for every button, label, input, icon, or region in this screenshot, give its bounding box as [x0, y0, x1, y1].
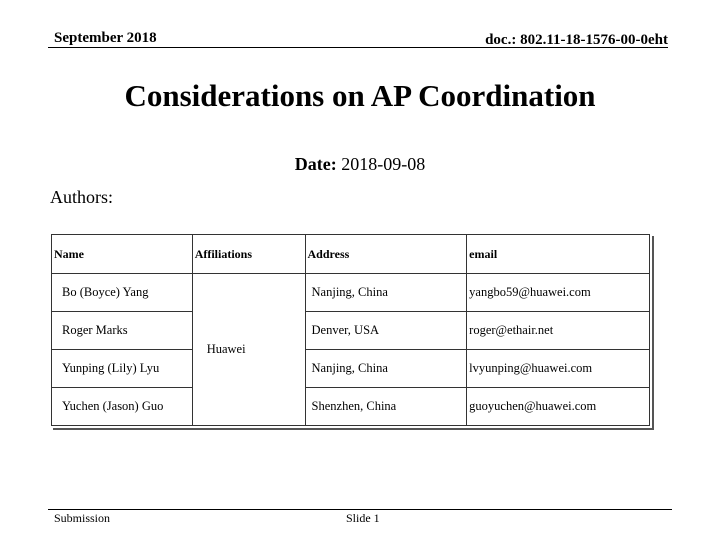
- author-address: Denver, USA: [305, 312, 467, 350]
- author-name: Bo (Boyce) Yang: [52, 274, 193, 312]
- authors-table: [51, 234, 650, 426]
- footer-submission: Submission: [54, 511, 111, 525]
- slide-title: Considerations on AP Coordination: [124, 78, 596, 113]
- date-value: 2018-09-08: [341, 154, 426, 174]
- header-doc-id: doc.: 802.11-18-1576-00-0eht: [485, 32, 668, 48]
- author-email: lvyunping@huawei.com: [467, 350, 650, 388]
- table-row: [52, 274, 650, 312]
- column-header-email: email: [467, 235, 650, 274]
- table-row: [52, 312, 650, 350]
- author-email: guoyuchen@huawei.com: [467, 388, 650, 426]
- author-email: yangbo59@huawei.com: [467, 274, 650, 312]
- author-name: Yuchen (Jason) Guo: [52, 388, 193, 426]
- table-row: [52, 350, 650, 388]
- date-label: Date:: [294, 154, 337, 174]
- date-line: [0, 154, 720, 175]
- author-name: Yunping (Lily) Lyu: [52, 350, 193, 388]
- author-affiliation: Huawei: [192, 274, 305, 426]
- footer-slide-number: Slide 1: [346, 511, 380, 525]
- author-email: roger@ethair.net: [467, 312, 650, 350]
- author-address: Nanjing, China: [305, 350, 467, 388]
- table-header-row: [52, 235, 650, 274]
- header-rule: [48, 47, 668, 48]
- column-header-affiliations: Affiliations: [192, 235, 305, 274]
- authors-label: Authors:: [50, 187, 113, 207]
- column-header-address: Address: [305, 235, 467, 274]
- column-header-name: Name: [52, 235, 193, 274]
- author-address: Shenzhen, China: [305, 388, 467, 426]
- author-address: Nanjing, China: [305, 274, 467, 312]
- header-date: September 2018: [54, 30, 157, 46]
- footer-rule: [48, 509, 672, 510]
- author-name: Roger Marks: [52, 312, 193, 350]
- table-row: [52, 388, 650, 426]
